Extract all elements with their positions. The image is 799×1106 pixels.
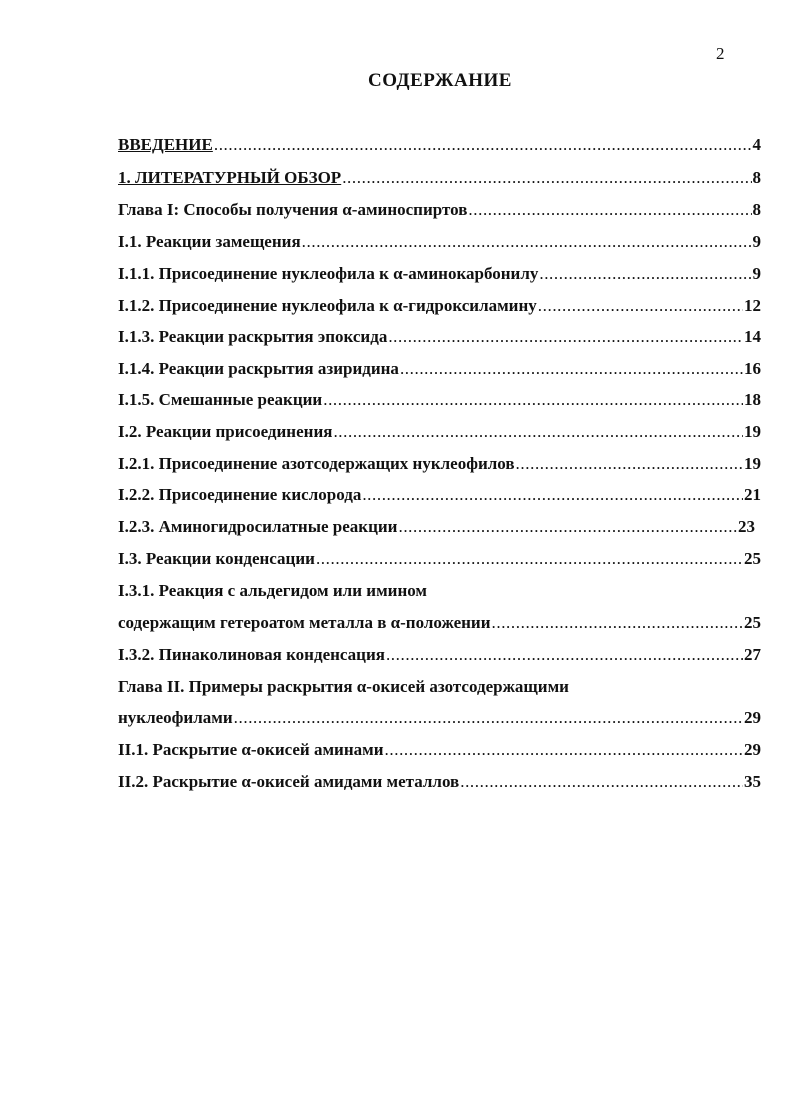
- leader-dots: [302, 232, 752, 252]
- toc-entry: [118, 327, 761, 347]
- toc-entry: [118, 517, 755, 537]
- page-number: 2: [716, 44, 725, 63]
- leader-dots: [234, 708, 743, 728]
- leader-dots: [398, 517, 737, 537]
- toc-entry: [118, 677, 761, 697]
- toc-entry-page: 19: [744, 454, 761, 473]
- leader-dots: [516, 454, 743, 474]
- toc-entry-text: I.1.3. Реакции раскрытия эпоксида: [118, 327, 388, 346]
- toc-entry-text: I.2.2. Присоединение кислорода: [118, 485, 362, 504]
- leader-dots: [388, 327, 743, 347]
- toc-entry-page: 16: [744, 359, 761, 378]
- toc-entry: [118, 422, 761, 442]
- toc-entry-page: 8: [752, 200, 761, 219]
- toc-entry: [118, 581, 761, 601]
- toc-entry: [118, 485, 761, 505]
- toc-entry-text: I.1.5. Смешанные реакции: [118, 390, 323, 409]
- toc-entry: [118, 232, 761, 252]
- toc-entry-page: 27: [744, 645, 761, 664]
- toc-entry-text: I.2. Реакции присоединения: [118, 422, 333, 441]
- toc-entry-text: I.2.1. Присоединение азотсодержащих нуклеофилов: [118, 454, 515, 473]
- toc-entry-text: I.1.4. Реакции раскрытия азиридина: [118, 359, 399, 378]
- toc-entry: [118, 390, 761, 410]
- toc-entry-page: 29: [744, 740, 761, 759]
- toc-entry: [118, 454, 761, 474]
- toc-entry: [118, 359, 761, 379]
- leader-dots: [362, 485, 743, 505]
- toc-entry-text: I.1. Реакции замещения: [118, 232, 301, 251]
- leader-dots: [214, 135, 752, 155]
- toc-entry-page: 4: [752, 135, 761, 154]
- toc-entry-text: I.1.2. Присоединение нуклеофила к α-гидроксиламину: [118, 296, 537, 315]
- leader-dots: [342, 168, 751, 188]
- leader-dots: [316, 549, 743, 569]
- toc-entry-page: 8: [752, 168, 761, 187]
- toc-entry-page: 19: [744, 422, 761, 441]
- toc-entry-page: 25: [744, 549, 761, 568]
- toc-entry-page: 23: [738, 517, 755, 536]
- toc-entry-text: содержащим гетероатом металла в α-положении: [118, 613, 491, 632]
- toc-entry: [118, 168, 761, 188]
- leader-dots: [323, 390, 743, 410]
- toc-entry: [118, 549, 761, 569]
- leader-dots: [539, 264, 751, 284]
- toc-entry-text: I.3. Реакции конденсации: [118, 549, 315, 568]
- leader-dots: [333, 422, 743, 442]
- leader-dots: [385, 740, 743, 760]
- page-title: СОДЕРЖАНИЕ: [368, 70, 512, 91]
- toc-entry: [118, 264, 761, 284]
- leader-dots: [538, 296, 743, 316]
- leader-dots: [492, 613, 744, 633]
- toc-entry-page: 21: [744, 485, 761, 504]
- toc-entry-text: Глава II. Примеры раскрытия α-окисей азотсодержащими: [118, 677, 569, 696]
- toc-entry-page: 9: [752, 264, 761, 283]
- toc-entry-text: ВВЕДЕНИЕ: [118, 135, 213, 154]
- toc-entry: [118, 135, 761, 155]
- toc-entry-text: I.3.2. Пинаколиновая конденсация: [118, 645, 385, 664]
- leader-dots: [460, 772, 743, 792]
- toc-entry-text: II.1. Раскрытие α-окисей аминами: [118, 740, 384, 759]
- toc-entry-page: 14: [744, 327, 761, 346]
- toc-entry: [118, 613, 761, 633]
- toc-entry-page: 18: [744, 390, 761, 409]
- leader-dots: [386, 645, 743, 665]
- toc-entry-page: 12: [744, 296, 761, 315]
- toc-entry-text: Глава I: Способы получения α-аминоспиртов: [118, 200, 468, 219]
- toc-entry-text: I.3.1. Реакция с альдегидом или имином: [118, 581, 427, 600]
- toc-entry: [118, 708, 761, 728]
- toc-entry-text: I.1.1. Присоединение нуклеофила к α-аминокарбонилу: [118, 264, 539, 283]
- toc-entry: [118, 200, 761, 220]
- toc-entry: [118, 296, 761, 316]
- toc-entry-page: 35: [744, 772, 761, 791]
- leader-dots: [468, 200, 751, 220]
- toc-entry-text: нуклеофилами: [118, 708, 233, 727]
- leader-dots: [400, 359, 743, 379]
- toc-entry-page: 25: [744, 613, 761, 632]
- toc-entry-text: 1. ЛИТЕРАТУРНЫЙ ОБЗОР: [118, 168, 342, 187]
- toc-entry: [118, 740, 761, 760]
- toc-entry-page: 9: [752, 232, 761, 251]
- toc-entry-page: 29: [744, 708, 761, 727]
- toc-entry: [118, 772, 761, 792]
- toc-entry-text: I.2.3. Аминогидросилатные реакции: [118, 517, 398, 536]
- toc-entry-text: II.2. Раскрытие α-окисей амидами металлов: [118, 772, 460, 791]
- toc-entry: [118, 645, 761, 665]
